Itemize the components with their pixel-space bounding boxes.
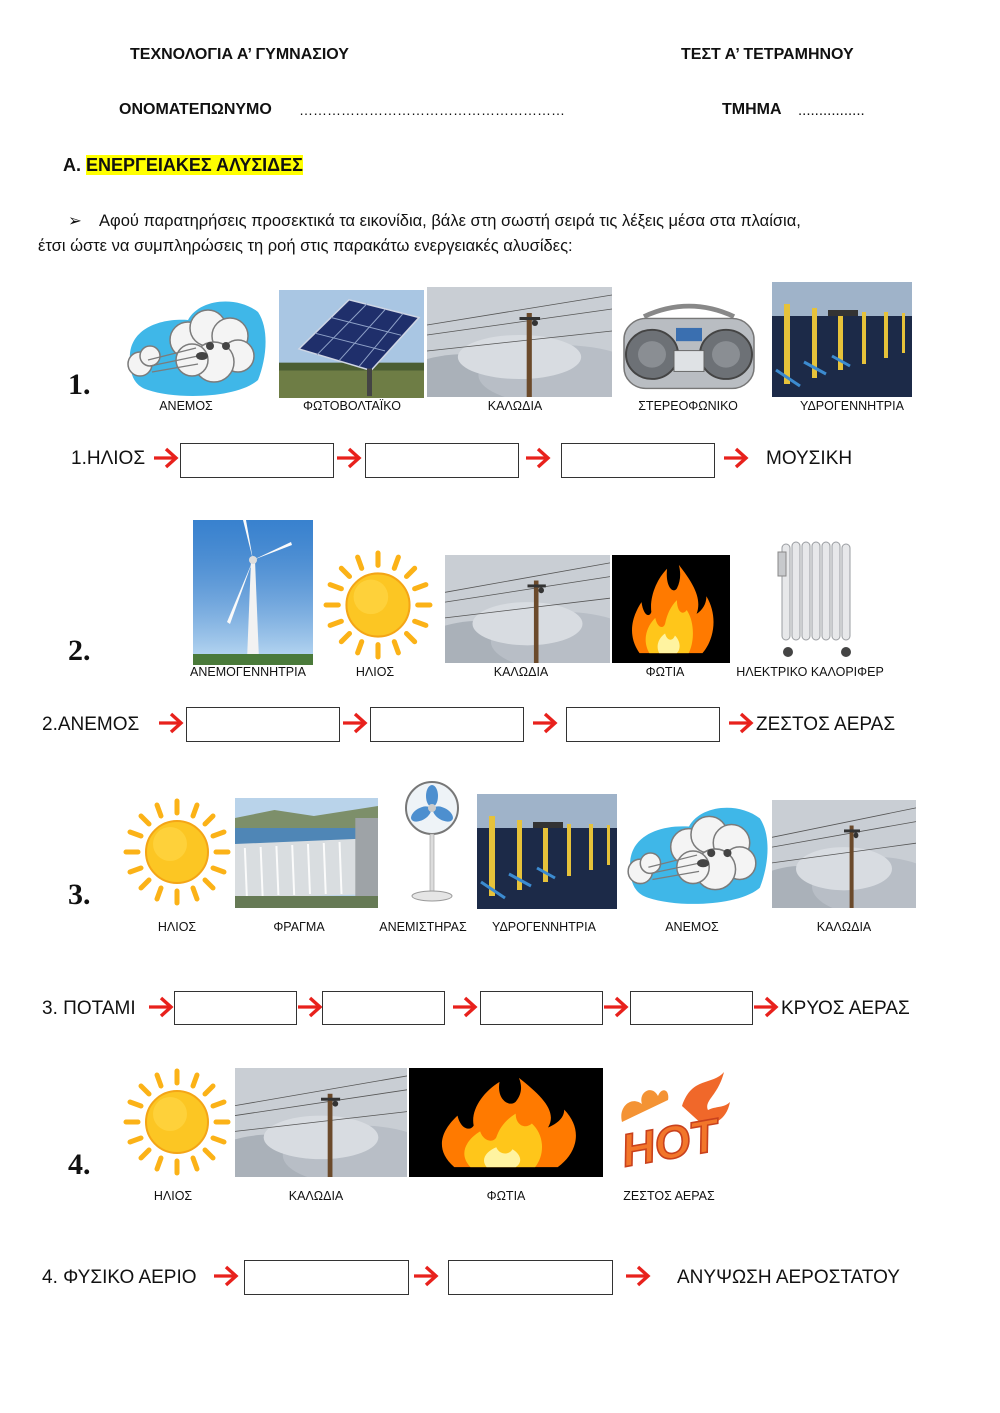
power-pole-icon[interactable] [235, 1068, 407, 1177]
arrow-icon [153, 447, 179, 469]
caption: ΑΝΕΜΙΣΤΗΡΑΣ [379, 920, 467, 934]
caption: ΑΝΕΜΟΣ [665, 920, 719, 934]
caption: ΦΩΤΙΑ [486, 1189, 526, 1203]
arrow-icon [753, 996, 779, 1018]
arrow-icon [297, 996, 323, 1018]
caption: ΖΕΣΤΟΣ ΑΕΡΑΣ [623, 1189, 715, 1203]
caption: ΗΛΙΟΣ [355, 665, 395, 679]
hot-art-text: HOT [617, 1108, 722, 1177]
caption: ΚΑΛΩΔΙΑ [493, 665, 549, 679]
answer-box-3-3[interactable] [480, 991, 603, 1025]
fire-icon[interactable] [612, 555, 730, 663]
stereo-icon[interactable] [614, 292, 764, 396]
arrow-icon [603, 996, 629, 1018]
fan-icon[interactable] [402, 780, 462, 905]
section-letter: Α. [63, 155, 81, 175]
instruction-line-1: Αφού παρατηρήσεις προσεκτικά τα εικονίδια, βάλε στη σωστή σειρά τις λέξεις μέσα στα πλαίσια, [99, 212, 801, 230]
exercise-3-number: 3. [68, 878, 91, 911]
exercise-1-number: 1. [68, 368, 91, 401]
caption: ΚΑΛΩΔΙΑ [288, 1189, 344, 1203]
answer-box-1-2[interactable] [365, 443, 519, 478]
exercise-4-number: 4. [68, 1148, 91, 1181]
answer-box-2-3[interactable] [566, 707, 720, 742]
radiator-icon[interactable] [770, 532, 860, 662]
arrow-icon [728, 712, 754, 734]
chain-3-start: 3. ΠΟΤΑΜΙ [42, 998, 136, 1019]
answer-box-4-1[interactable] [244, 1260, 409, 1295]
answer-box-1-1[interactable] [180, 443, 334, 478]
chain-4-start: 4. ΦΥΣΙΚΟ ΑΕΡΙΟ [42, 1267, 197, 1288]
arrow-icon [532, 712, 558, 734]
caption: ΦΩΤΟΒΟΛΤΑΪΚΟ [303, 399, 401, 413]
instruction-bullet: ➢ [68, 212, 82, 230]
class-label: ΤΜΗΜΑ [722, 101, 782, 118]
caption: ΣΤΕΡΕΟΦΩΝΙΚΟ [638, 399, 738, 413]
arrow-icon [336, 447, 362, 469]
section-heading [63, 155, 303, 176]
answer-box-2-1[interactable] [186, 707, 340, 742]
caption: ΑΝΕΜΟΣ [159, 399, 213, 413]
answer-box-1-3[interactable] [561, 443, 715, 478]
caption: ΚΑΛΩΔΙΑ [816, 920, 872, 934]
arrow-icon [342, 712, 368, 734]
answer-box-2-2[interactable] [370, 707, 524, 742]
solar-panel-icon[interactable] [279, 290, 424, 398]
arrow-icon [148, 996, 174, 1018]
name-label: ΟΝΟΜΑΤΕΠΩΝΥΜΟ [119, 101, 272, 118]
sun-icon[interactable] [122, 797, 232, 907]
exercise-2-number: 2. [68, 634, 91, 667]
caption: ΑΝΕΜΟΓΕΝΝΗΤΡΙΑ [190, 665, 306, 679]
arrow-icon [413, 1265, 439, 1287]
wind-cloud-icon[interactable] [618, 796, 770, 908]
answer-box-3-2[interactable] [322, 991, 445, 1025]
caption: ΦΡΑΓΜΑ [273, 920, 325, 934]
sun-icon[interactable] [122, 1067, 232, 1177]
caption: ΗΛΙΟΣ [153, 1189, 193, 1203]
arrow-icon [525, 447, 551, 469]
answer-box-3-1[interactable] [174, 991, 297, 1025]
power-pole-icon[interactable] [427, 287, 612, 397]
dam-icon[interactable] [235, 798, 378, 908]
class-field[interactable]: ................ [798, 102, 865, 119]
section-title: ΕΝΕΡΓΕΙΑΚΕΣ ΑΛΥΣΙΔΕΣ [86, 155, 303, 175]
instruction-line-2: έτσι ώστε να συμπληρώσεις τη ροή στις παρακάτω ενεργειακές αλυσίδες: [38, 237, 573, 255]
fire-icon[interactable] [409, 1068, 603, 1177]
chain-2-end: ΖΕΣΤΟΣ ΑΕΡΑΣ [756, 714, 896, 735]
caption: ΥΔΡΟΓΕΝΝΗΤΡΙΑ [492, 920, 596, 934]
caption: ΗΛΙΟΣ [157, 920, 197, 934]
answer-box-4-2[interactable] [448, 1260, 613, 1295]
name-field[interactable]: ………………………………………………… [299, 102, 565, 118]
caption: ΥΔΡΟΓΕΝΝΗΤΡΙΑ [800, 399, 904, 413]
chain-3-end: ΚΡΥΟΣ ΑΕΡΑΣ [781, 998, 910, 1019]
hot-text-icon[interactable] [612, 1066, 734, 1178]
wind-cloud-icon[interactable] [118, 290, 268, 400]
test-title: ΤΕΣΤ Α’ ΤΕΤΡΑΜΗΝΟΥ [681, 46, 854, 63]
power-pole-icon[interactable] [445, 555, 610, 663]
chain-1-end: ΜΟΥΣΙΚΗ [766, 448, 853, 469]
answer-box-3-4[interactable] [630, 991, 753, 1025]
arrow-icon [625, 1265, 651, 1287]
caption: ΚΑΛΩΔΙΑ [487, 399, 543, 413]
arrow-icon [723, 447, 749, 469]
tidal-generator-icon[interactable] [772, 282, 912, 397]
chain-2-start: 2.ΑΝΕΜΟΣ [42, 714, 140, 735]
chain-1-start: 1.ΗΛΙΟΣ [71, 448, 146, 469]
caption: ΦΩΤΙΑ [645, 665, 685, 679]
sun-icon[interactable] [322, 549, 434, 661]
wind-turbine-icon[interactable] [193, 520, 313, 665]
tidal-generator-icon[interactable] [477, 794, 617, 909]
course-title: ΤΕΧΝΟΛΟΓΙΑ Α’ ΓΥΜΝΑΣΙΟΥ [130, 46, 349, 63]
caption: ΗΛΕΚΤΡΙΚΟ ΚΑΛΟΡΙΦΕΡ [736, 665, 884, 679]
arrow-icon [213, 1265, 239, 1287]
arrow-icon [158, 712, 184, 734]
chain-4-end: ΑΝΥΨΩΣΗ ΑΕΡΟΣΤΑΤΟΥ [677, 1267, 900, 1288]
power-pole-icon[interactable] [772, 800, 916, 908]
arrow-icon [452, 996, 478, 1018]
